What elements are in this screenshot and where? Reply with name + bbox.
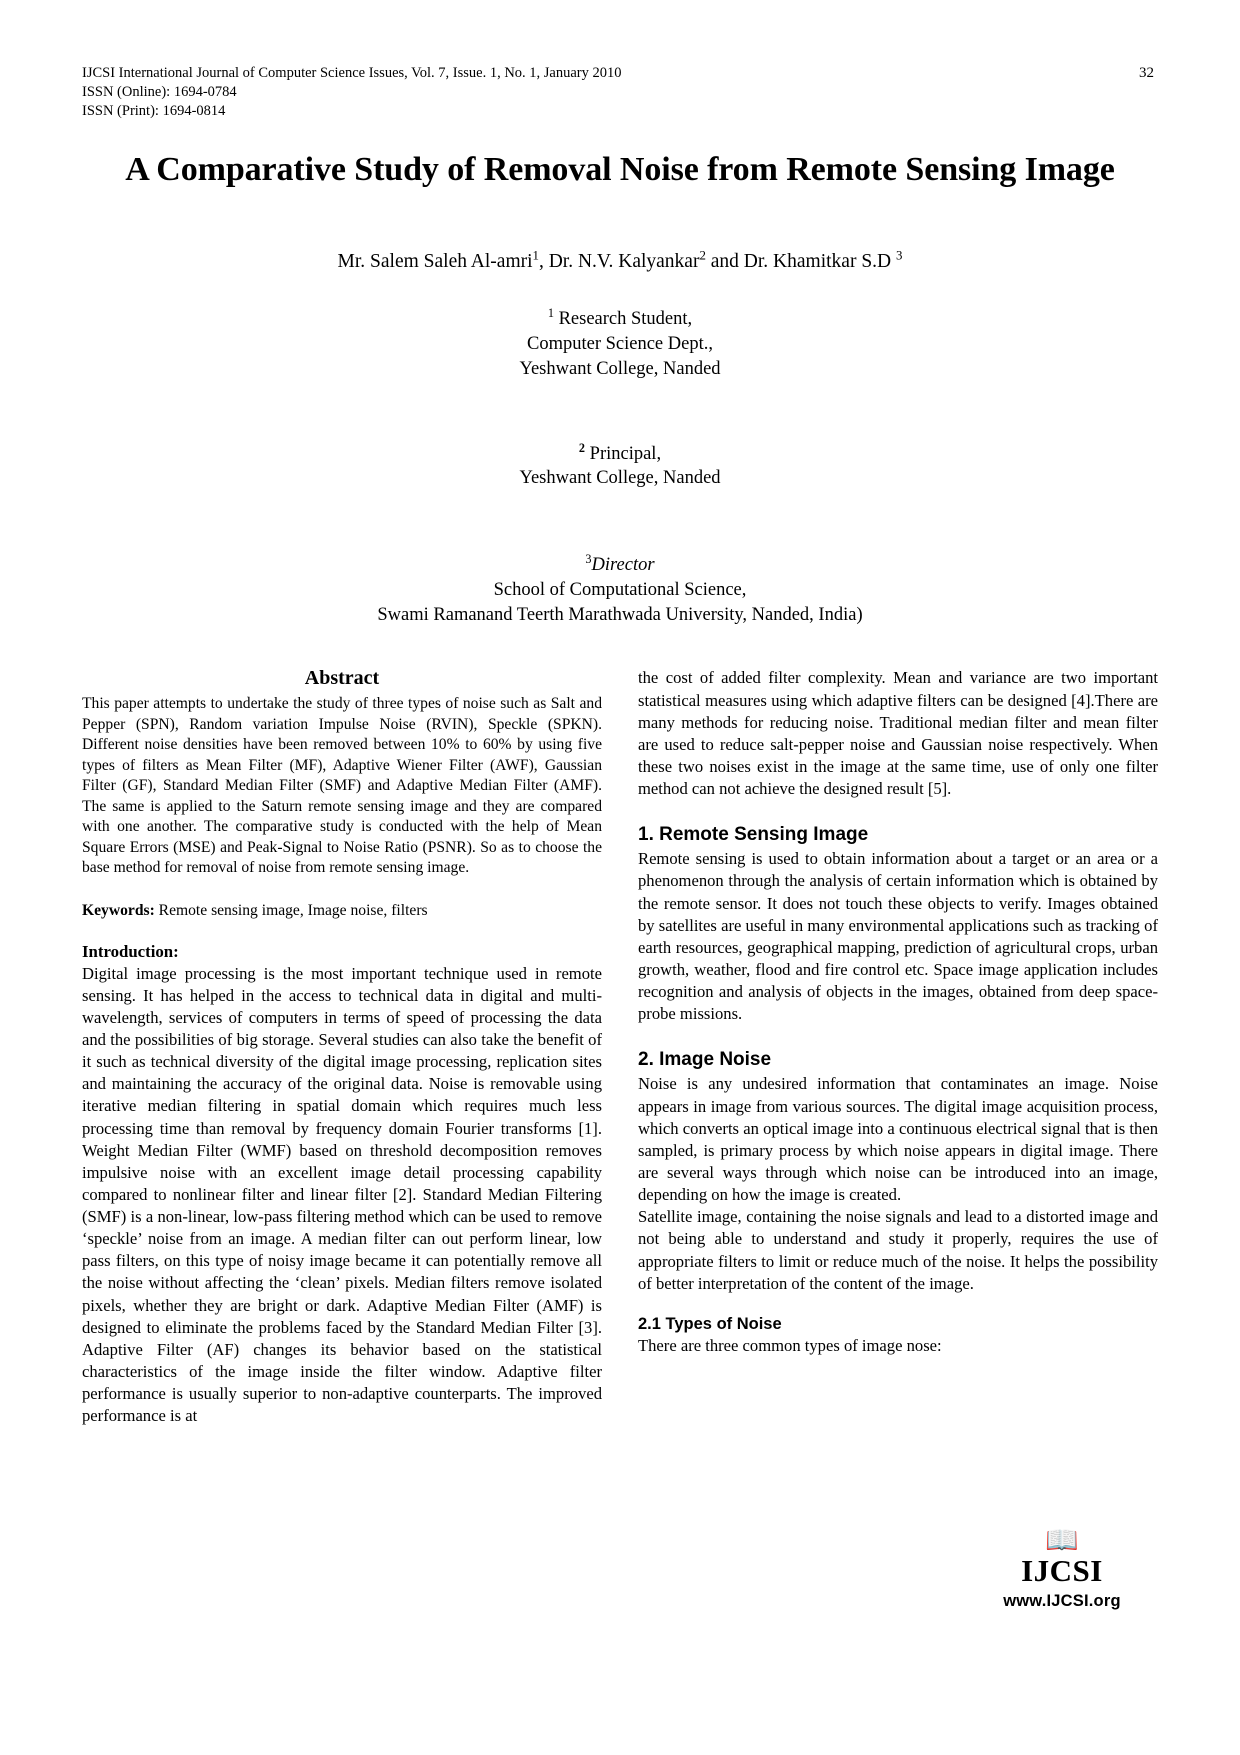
author-3-name: and Dr. Khamitkar S.D <box>705 250 897 272</box>
author-1-marker: 1 <box>532 248 539 263</box>
keywords-line <box>82 901 602 922</box>
affiliation-3-role: Director <box>591 555 655 576</box>
running-head-left <box>82 64 622 121</box>
journal-citation-line: IJCSI International Journal of Computer Science Issues, Vol. 7, Issue. 1, No. 1, January 2010 <box>82 65 622 81</box>
section-1-text: Remote sensing is used to obtain information about a target or an area or a phenomenon through the analysis of certain information which is obtained by the remote sensor. It does not touch these objects to verify. Images obtained by satellites are useful in many environmental applications such as tracking of earth resources, geographical mapping, prediction of agricultural crops, urban growth, weather, flood and fire control etc. Space image application includes recognition and analysis of objects in the images, obtained from deep space-probe missions. <box>638 849 1158 1024</box>
book-icon: 📖 <box>1045 1524 1079 1555</box>
affiliation-2-marker: 2 <box>578 440 586 455</box>
affiliation-3-marker: 3 <box>585 551 592 566</box>
journal-website-url: www.IJCSI.org <box>1003 1591 1121 1610</box>
issn-print: ISSN (Print): 1694-0814 <box>82 103 226 120</box>
affiliation-1-line-1: Computer Science Dept., <box>527 333 713 354</box>
left-column <box>82 667 602 1427</box>
section-2-paragraph-2: Satellite image, containing the noise signals and lead to a distorted image and not being able to understand and study it properly, requires the use of appropriate filters to limit or reduce much of the noise. It helps the possibility of better interpretation of the content of the image. <box>638 1207 1158 1293</box>
section-2-1-text: There are three common types of image nose: <box>638 1335 942 1355</box>
section-1-heading: 1. Remote Sensing Image <box>638 824 869 846</box>
running-head <box>82 64 1158 121</box>
keywords-values: Remote sensing image, Image noise, filters <box>154 901 428 919</box>
affiliation-1-line-2: Yeshwant College, Nanded <box>519 358 721 379</box>
affiliation-2-line-1: Yeshwant College, Nanded <box>519 468 721 489</box>
author-1-name: Mr. Salem Saleh Al-amri <box>337 250 533 272</box>
affiliation-3-line-2: Swami Ramanand Teerth Marathwada University, Nanded, India) <box>377 604 863 625</box>
affiliation-1-role-line <box>82 307 1158 332</box>
affiliation-2 <box>82 442 1158 492</box>
page-number: 32 <box>1139 65 1154 81</box>
section-2-paragraph-1: Noise is any undesired information that contaminates an image. Noise appears in image from various sources. The digital image acquisition process, which converts an optical image into a continuous electrical signal that is then sampled, is primary process by which noise appears in digital image. There are several ways through which noise can be introduced into an image, depending on how the image is created. <box>638 1074 1158 1205</box>
author-2-name: , Dr. N.V. Kalyankar <box>538 250 700 272</box>
introduction-continuation: the cost of added filter complexity. Mean and variance are two important statistical measures using which adaptive filters can be designed [4].There are many methods for reducing noise. Traditional median filter and mean filter are used to reduce salt-pepper noise and Gaussian noise respectively. When these two noises exist in the image at the same time, use of only one filter method can not achieve the designed result [5]. <box>638 668 1158 799</box>
author-line <box>82 249 1158 274</box>
keywords-label: Keywords: <box>82 901 155 919</box>
affiliation-1 <box>82 307 1158 381</box>
affiliation-3 <box>82 553 1158 627</box>
journal-logo-text: IJCSI <box>1021 1552 1103 1588</box>
introduction-text: Digital image processing is the most important technique used in remote sensing. It has helped in the access to technical data in digital and multi-wavelength, services of computers in terms of speed of processing the data and the possibilities of big storage. Several studies can also take the benefit of it such as technical diversity of the digital image processing, replication sites and maintaining the accuracy of the original data. Noise is removable using iterative median filtering in spatial domain which requires much less processing time than removal by frequency domain Fourier transforms [1]. Weight Median Filter (WMF) based on threshold decomposition removes impulsive noise with an excellent image detail processing capability compared to nonlinear filter and linear filter [2]. Standard Median Filtering (SMF) is a non-linear, low-pass filtering method which can be used to remove ‘speckle’ noise from an image. A median filter can out perform linear, low pass filters, on this type of noisy image became it can potentially remove all the noise without affecting the ‘clean’ pixels. Median filters remove isolated pixels, whether they are bright or dark. Adaptive Median Filter (AMF) is designed to eliminate the problems faced by the Standard Median Filter [3]. Adaptive Filter (AF) changes its behavior based on the statistical characteristics of the image inside the filter window. Adaptive filter performance is usually superior to non-adaptive counterparts. The improved performance is at <box>82 963 602 1426</box>
issn-online: ISSN (Online): 1694-0784 <box>82 84 237 101</box>
section-2-1-heading: 2.1 Types of Noise <box>638 1314 782 1333</box>
affiliation-1-marker: 1 <box>547 306 554 321</box>
section-2-heading: 2. Image Noise <box>638 1049 772 1071</box>
affiliation-1-role: Research Student, <box>558 309 693 330</box>
author-3-marker: 3 <box>896 248 903 263</box>
right-column <box>638 667 1158 1427</box>
affiliation-2-role-line <box>82 442 1158 467</box>
affiliation-3-line-1: School of Computational Science, <box>493 579 747 600</box>
affiliation-2-role: Principal, <box>589 443 662 464</box>
abstract-heading: Abstract <box>304 667 380 690</box>
abstract-text: This paper attempts to undertake the study of three types of noise such as Salt and Pepper (SPN), Random variation Impulse Noise (RVIN), Speckle (SPKN). Different noise densities have been removed between 10% to 60% by using five types of filters as Mean Filter (MF), Adaptive Wiener Filter (AWF), Gaussian Filter (GF), Standard Median Filter (SMF) and Adaptive Median Filter (AMF). The same is applied to the Saturn remote sensing image and they are compared with one another. The comparative study is conducted with the help of Mean Square Errors (MSE) and Peak-Signal to Noise Ratio (PSNR). So as to choose the base method for removal of noise from remote sensing image. <box>82 695 602 877</box>
body-columns <box>82 667 1158 1427</box>
page-content <box>82 64 1158 1427</box>
introduction-heading: Introduction: <box>82 941 179 961</box>
affiliation-3-role-line <box>82 553 1158 578</box>
page-title: A Comparative Study of Removal Noise from Remote Sensing Image <box>125 151 1115 189</box>
author-2-marker: 2 <box>699 248 706 263</box>
journal-logo <box>972 1524 1152 1610</box>
